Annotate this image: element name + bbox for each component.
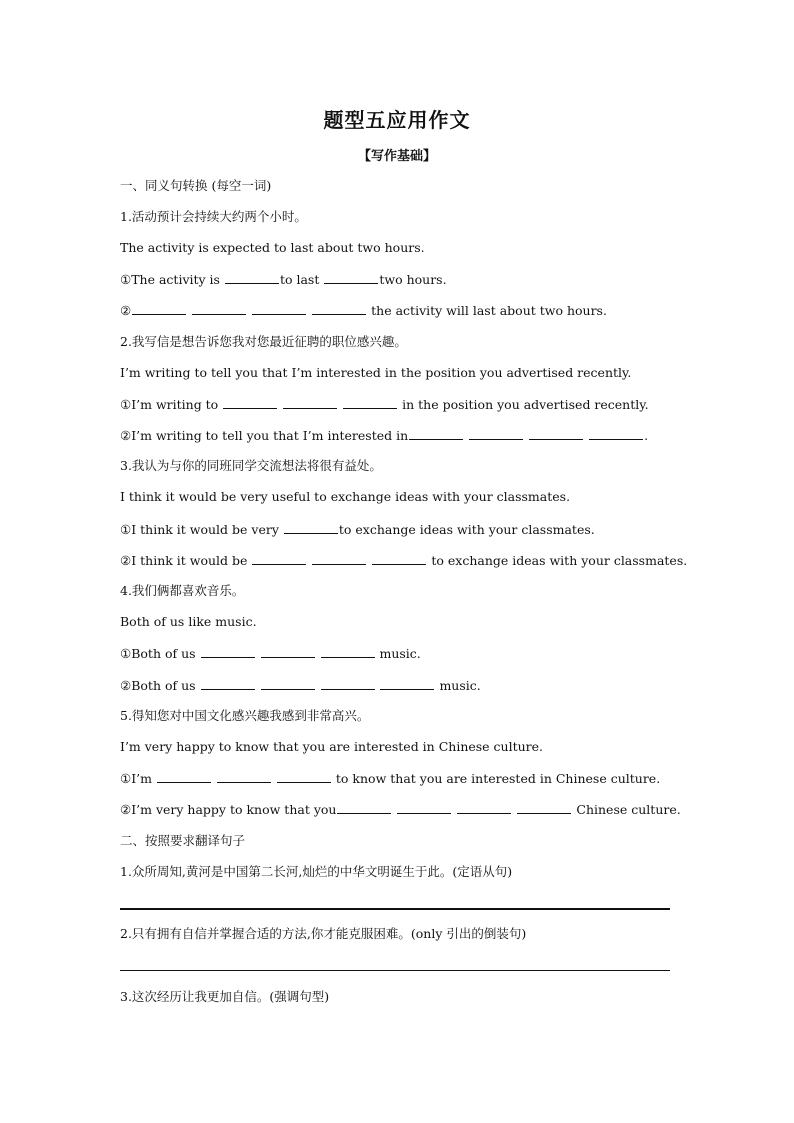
translate-q2: 2.只有拥有自信并掌握合适的方法,你才能克服困难。(only 引出的倒装句) bbox=[120, 926, 527, 941]
q4b-text-2: music. bbox=[435, 678, 481, 693]
page-subtitle: 【写作基础】 bbox=[357, 149, 436, 164]
section1-heading: 一、同义句转换 (每空一词) bbox=[120, 178, 272, 193]
blank[interactable] bbox=[321, 677, 375, 690]
q1a-text-1: ①The activity is bbox=[120, 272, 224, 287]
q5a-text-2: to know that you are interested in Chinese culture. bbox=[331, 771, 661, 786]
blank[interactable] bbox=[261, 645, 315, 658]
q3-english: I think it would be very useful to exchange ideas with your classmates. bbox=[120, 489, 571, 504]
q1-option-b bbox=[120, 302, 607, 319]
blank[interactable] bbox=[469, 427, 523, 440]
q3-option-a bbox=[120, 521, 595, 538]
blank[interactable] bbox=[223, 396, 277, 409]
q3-option-b bbox=[120, 552, 687, 569]
q1-english: The activity is expected to last about two hours. bbox=[120, 240, 425, 255]
q3b-text-1: ②I think it would be bbox=[120, 553, 252, 568]
q5-option-b bbox=[120, 801, 681, 818]
q5-option-a bbox=[120, 770, 660, 787]
page-title: 题型五应用作文 bbox=[323, 108, 471, 132]
blank[interactable] bbox=[261, 677, 315, 690]
answer-line-1[interactable] bbox=[120, 908, 670, 910]
q4-option-b bbox=[120, 677, 481, 694]
blank[interactable] bbox=[225, 271, 279, 284]
blank[interactable] bbox=[283, 396, 337, 409]
q2b-text-1: ②I’m writing to tell you that I’m interested in bbox=[120, 428, 409, 443]
q1b-text-1: ② bbox=[120, 303, 132, 318]
blank[interactable] bbox=[157, 770, 211, 783]
blank[interactable] bbox=[252, 302, 306, 315]
q3-chinese: 3.我认为与你的同班同学交流想法将很有益处。 bbox=[120, 458, 382, 473]
q2-english: I’m writing to tell you that I’m interested in the position you advertised recently. bbox=[120, 365, 632, 380]
q2-chinese: 2.我写信是想告诉您我对您最近征聘的职位感兴趣。 bbox=[120, 334, 407, 349]
q2-option-a bbox=[120, 396, 649, 413]
blank[interactable] bbox=[201, 645, 255, 658]
blank[interactable] bbox=[277, 770, 331, 783]
blank[interactable] bbox=[409, 427, 463, 440]
q4b-text-1: ②Both of us bbox=[120, 678, 200, 693]
q5b-text-2: Chinese culture. bbox=[572, 802, 681, 817]
q4a-text-1: ①Both of us bbox=[120, 646, 200, 661]
blank[interactable] bbox=[457, 801, 511, 814]
section2-heading: 二、按照要求翻译句子 bbox=[120, 833, 246, 848]
q1a-text-3: two hours. bbox=[379, 272, 447, 287]
blank[interactable] bbox=[321, 645, 375, 658]
blank[interactable] bbox=[589, 427, 643, 440]
q1a-text-2: to last bbox=[279, 272, 324, 287]
answer-line-2[interactable] bbox=[120, 970, 670, 971]
q4-chinese: 4.我们俩都喜欢音乐。 bbox=[120, 583, 245, 598]
q4-english: Both of us like music. bbox=[120, 614, 257, 629]
q5b-text-1: ②I’m very happy to know that you bbox=[120, 802, 337, 817]
blank[interactable] bbox=[343, 396, 397, 409]
q4-option-a bbox=[120, 645, 421, 662]
q5-english: I’m very happy to know that you are interested in Chinese culture. bbox=[120, 739, 544, 754]
q1b-text-2: the activity will last about two hours. bbox=[367, 303, 607, 318]
blank[interactable] bbox=[380, 677, 434, 690]
blank[interactable] bbox=[312, 302, 366, 315]
q4a-text-2: music. bbox=[375, 646, 421, 661]
q2b-text-2: . bbox=[644, 428, 649, 443]
blank[interactable] bbox=[397, 801, 451, 814]
blank[interactable] bbox=[324, 271, 378, 284]
q3a-text-2: to exchange ideas with your classmates. bbox=[338, 522, 595, 537]
q2a-text-2: in the position you advertised recently. bbox=[398, 397, 649, 412]
blank[interactable] bbox=[337, 801, 391, 814]
blank[interactable] bbox=[312, 552, 366, 565]
q2-option-b bbox=[120, 427, 648, 444]
q5-chinese: 5.得知您对中国文化感兴趣我感到非常高兴。 bbox=[120, 708, 370, 723]
blank[interactable] bbox=[201, 677, 255, 690]
translate-q1: 1.众所周知,黄河是中国第二长河,灿烂的中华文明诞生于此。(定语从句) bbox=[120, 864, 513, 879]
q5a-text-1: ①I’m bbox=[120, 771, 156, 786]
blank[interactable] bbox=[217, 770, 271, 783]
blank[interactable] bbox=[132, 302, 186, 315]
blank[interactable] bbox=[529, 427, 583, 440]
blank[interactable] bbox=[192, 302, 246, 315]
blank[interactable] bbox=[517, 801, 571, 814]
q1-option-a bbox=[120, 271, 447, 288]
blank[interactable] bbox=[372, 552, 426, 565]
blank[interactable] bbox=[284, 521, 338, 534]
q2a-text-1: ①I’m writing to bbox=[120, 397, 223, 412]
q3a-text-1: ①I think it would be very bbox=[120, 522, 283, 537]
q3b-text-2: to exchange ideas with your classmates. bbox=[427, 553, 688, 568]
q1-chinese: 1.活动预计会持续大约两个小时。 bbox=[120, 209, 307, 224]
translate-q3: 3.这次经历让我更加自信。(强调句型) bbox=[120, 989, 330, 1004]
blank[interactable] bbox=[252, 552, 306, 565]
